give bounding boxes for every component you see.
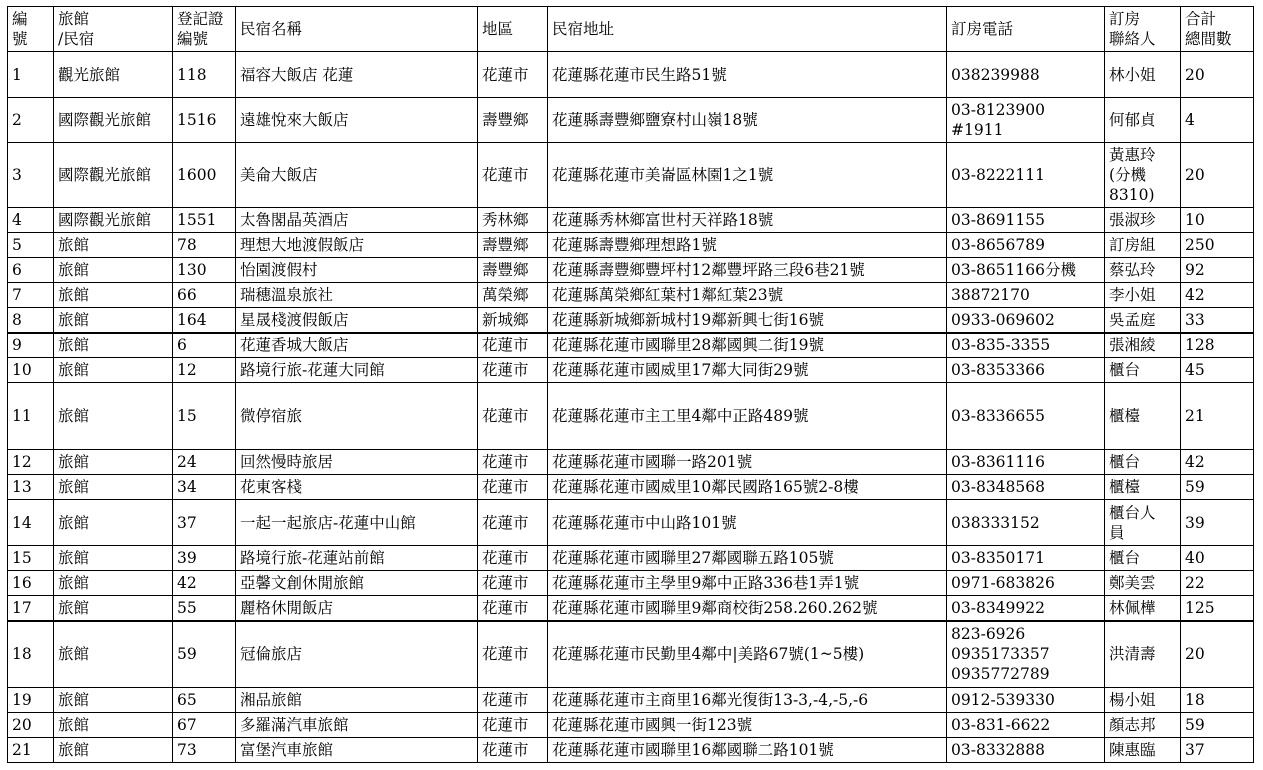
area-cell: 花蓮市	[478, 333, 548, 358]
name-cell: 回然慢時旅居	[236, 450, 478, 475]
row-number-cell: 8	[8, 308, 54, 333]
license-number-cell: 12	[173, 358, 236, 383]
type-cell: 旅館	[54, 713, 173, 738]
row-number-cell: 10	[8, 358, 54, 383]
address-cell: 花蓮縣壽豐鄉鹽寮村山嶺18號	[548, 98, 947, 143]
address-cell: 花蓮縣花蓮市主學里9鄰中正路336巷1弄1號	[548, 571, 947, 596]
area-cell: 花蓮市	[478, 688, 548, 713]
phone-cell: 03-8691155	[947, 208, 1105, 233]
room-count-cell: 18	[1181, 688, 1254, 713]
room-count-cell: 42	[1181, 450, 1254, 475]
type-cell: 旅館	[54, 383, 173, 450]
contact-cell: 蔡弘玲	[1105, 258, 1181, 283]
room-count-cell: 59	[1181, 475, 1254, 500]
type-cell: 旅館	[54, 571, 173, 596]
name-cell: 富堡汽車旅館	[236, 738, 478, 763]
phone-cell: 03-831-6622	[947, 713, 1105, 738]
area-cell: 壽豐鄉	[478, 233, 548, 258]
name-cell: 冠倫旅店	[236, 621, 478, 688]
table-row	[8, 500, 1254, 546]
contact-cell: 櫃台人 員	[1105, 500, 1181, 546]
contact-cell: 黃惠玲 (分機 8310)	[1105, 143, 1181, 208]
address-cell: 花蓮縣壽豐鄉理想路1號	[548, 233, 947, 258]
header-cell: 旅館 /民宿	[54, 7, 173, 52]
room-count-cell: 10	[1181, 208, 1254, 233]
contact-cell: 顏志邦	[1105, 713, 1181, 738]
name-cell: 花東客棧	[236, 475, 478, 500]
room-count-cell: 59	[1181, 713, 1254, 738]
name-cell: 理想大地渡假飯店	[236, 233, 478, 258]
name-cell: 麗格休閒飯店	[236, 596, 478, 621]
contact-cell: 櫃檯	[1105, 475, 1181, 500]
license-number-cell: 66	[173, 283, 236, 308]
contact-cell: 鄭美雲	[1105, 571, 1181, 596]
license-number-cell: 1516	[173, 98, 236, 143]
phone-cell: 03-8353366	[947, 358, 1105, 383]
type-cell: 國際觀光旅館	[54, 143, 173, 208]
row-number-cell: 1	[8, 52, 54, 98]
row-number-cell: 15	[8, 546, 54, 571]
address-cell: 花蓮縣花蓮市主商里16鄰光復街13-3,-4,-5,-6	[548, 688, 947, 713]
name-cell: 亞馨文創休閒旅館	[236, 571, 478, 596]
license-number-cell: 6	[173, 333, 236, 358]
contact-cell: 陳惠臨	[1105, 738, 1181, 763]
name-cell: 美侖大飯店	[236, 143, 478, 208]
phone-cell: 03-8651166分機	[947, 258, 1105, 283]
type-cell: 旅館	[54, 738, 173, 763]
license-number-cell: 118	[173, 52, 236, 98]
address-cell: 花蓮縣花蓮市國聯里27鄰國聯五路105號	[548, 546, 947, 571]
header-cell: 編 號	[8, 7, 54, 52]
lodging-table	[7, 6, 1254, 763]
table-row	[8, 333, 1254, 358]
row-number-cell: 18	[8, 621, 54, 688]
phone-cell: 0933-069602	[947, 308, 1105, 333]
table-row	[8, 713, 1254, 738]
area-cell: 花蓮市	[478, 621, 548, 688]
name-cell: 多羅滿汽車旅館	[236, 713, 478, 738]
header-cell: 訂房 聯絡人	[1105, 7, 1181, 52]
contact-cell: 洪清壽	[1105, 621, 1181, 688]
room-count-cell: 250	[1181, 233, 1254, 258]
area-cell: 花蓮市	[478, 383, 548, 450]
room-count-cell: 21	[1181, 383, 1254, 450]
license-number-cell: 24	[173, 450, 236, 475]
header-cell: 訂房電話	[947, 7, 1105, 52]
name-cell: 太魯閣晶英酒店	[236, 208, 478, 233]
name-cell: 一起一起旅店-花蓮中山館	[236, 500, 478, 546]
room-count-cell: 42	[1181, 283, 1254, 308]
area-cell: 萬榮鄉	[478, 283, 548, 308]
room-count-cell: 4	[1181, 98, 1254, 143]
type-cell: 旅館	[54, 688, 173, 713]
phone-cell: 03-8656789	[947, 233, 1105, 258]
row-number-cell: 21	[8, 738, 54, 763]
contact-cell: 林佩樺	[1105, 596, 1181, 621]
header-cell: 登記證 編號	[173, 7, 236, 52]
license-number-cell: 15	[173, 383, 236, 450]
contact-cell: 櫃檯	[1105, 383, 1181, 450]
row-number-cell: 3	[8, 143, 54, 208]
address-cell: 花蓮縣花蓮市民勤里4鄰中|美路67號(1~5樓)	[548, 621, 947, 688]
address-cell: 花蓮縣花蓮市國興一街123號	[548, 713, 947, 738]
row-number-cell: 9	[8, 333, 54, 358]
row-number-cell: 7	[8, 283, 54, 308]
phone-cell: 038333152	[947, 500, 1105, 546]
table-row	[8, 546, 1254, 571]
room-count-cell: 92	[1181, 258, 1254, 283]
name-cell: 路境行旅-花蓮站前館	[236, 546, 478, 571]
table-row	[8, 475, 1254, 500]
row-number-cell: 5	[8, 233, 54, 258]
address-cell: 花蓮縣花蓮市國聯一路201號	[548, 450, 947, 475]
type-cell: 旅館	[54, 621, 173, 688]
type-cell: 旅館	[54, 500, 173, 546]
row-number-cell: 11	[8, 383, 54, 450]
license-number-cell: 164	[173, 308, 236, 333]
area-cell: 花蓮市	[478, 596, 548, 621]
license-number-cell: 59	[173, 621, 236, 688]
type-cell: 旅館	[54, 333, 173, 358]
license-number-cell: 1551	[173, 208, 236, 233]
license-number-cell: 55	[173, 596, 236, 621]
phone-cell: 03-8123900 #1911	[947, 98, 1105, 143]
address-cell: 花蓮縣花蓮市國聯里9鄰商校街258.260.262號	[548, 596, 947, 621]
contact-cell: 張湘綾	[1105, 333, 1181, 358]
row-number-cell: 17	[8, 596, 54, 621]
contact-cell: 櫃台	[1105, 546, 1181, 571]
room-count-cell: 40	[1181, 546, 1254, 571]
address-cell: 花蓮縣新城鄉新城村19鄰新興七街16號	[548, 308, 947, 333]
area-cell: 秀林鄉	[478, 208, 548, 233]
room-count-cell: 22	[1181, 571, 1254, 596]
phone-cell: 038239988	[947, 52, 1105, 98]
room-count-cell: 125	[1181, 596, 1254, 621]
type-cell: 旅館	[54, 475, 173, 500]
address-cell: 花蓮縣花蓮市美崙區林園1之1號	[548, 143, 947, 208]
contact-cell: 櫃台	[1105, 450, 1181, 475]
row-number-cell: 19	[8, 688, 54, 713]
name-cell: 怡園渡假村	[236, 258, 478, 283]
table-row	[8, 143, 1254, 208]
name-cell: 湘品旅館	[236, 688, 478, 713]
row-number-cell: 2	[8, 98, 54, 143]
room-count-cell: 37	[1181, 738, 1254, 763]
address-cell: 花蓮縣萬榮鄉紅葉村1鄰紅葉23號	[548, 283, 947, 308]
contact-cell: 訂房組	[1105, 233, 1181, 258]
row-number-cell: 16	[8, 571, 54, 596]
table-row	[8, 208, 1254, 233]
table-row	[8, 450, 1254, 475]
license-number-cell: 37	[173, 500, 236, 546]
table-row	[8, 688, 1254, 713]
address-cell: 花蓮縣秀林鄉富世村天祥路18號	[548, 208, 947, 233]
area-cell: 花蓮市	[478, 500, 548, 546]
address-cell: 花蓮縣花蓮市民生路51號	[548, 52, 947, 98]
name-cell: 星晟棧渡假飯店	[236, 308, 478, 333]
type-cell: 旅館	[54, 308, 173, 333]
license-number-cell: 73	[173, 738, 236, 763]
table-row	[8, 383, 1254, 450]
address-cell: 花蓮縣花蓮市國威里17鄰大同街29號	[548, 358, 947, 383]
table-row	[8, 621, 1254, 688]
type-cell: 觀光旅館	[54, 52, 173, 98]
contact-cell: 櫃台	[1105, 358, 1181, 383]
table-row	[8, 358, 1254, 383]
header-cell: 民宿地址	[548, 7, 947, 52]
contact-cell: 李小姐	[1105, 283, 1181, 308]
phone-cell: 38872170	[947, 283, 1105, 308]
contact-cell: 吳孟庭	[1105, 308, 1181, 333]
area-cell: 花蓮市	[478, 546, 548, 571]
type-cell: 國際觀光旅館	[54, 208, 173, 233]
area-cell: 壽豐鄉	[478, 258, 548, 283]
room-count-cell: 39	[1181, 500, 1254, 546]
area-cell: 花蓮市	[478, 571, 548, 596]
area-cell: 花蓮市	[478, 713, 548, 738]
area-cell: 花蓮市	[478, 475, 548, 500]
address-cell: 花蓮縣壽豐鄉豐坪村12鄰豐坪路三段6巷21號	[548, 258, 947, 283]
room-count-cell: 20	[1181, 621, 1254, 688]
type-cell: 國際觀光旅館	[54, 98, 173, 143]
room-count-cell: 33	[1181, 308, 1254, 333]
table-row	[8, 571, 1254, 596]
phone-cell: 03-8348568	[947, 475, 1105, 500]
area-cell: 花蓮市	[478, 358, 548, 383]
name-cell: 路境行旅-花蓮大同館	[236, 358, 478, 383]
header-cell: 地區	[478, 7, 548, 52]
license-number-cell: 67	[173, 713, 236, 738]
header-row	[8, 7, 1254, 52]
type-cell: 旅館	[54, 546, 173, 571]
type-cell: 旅館	[54, 283, 173, 308]
row-number-cell: 12	[8, 450, 54, 475]
type-cell: 旅館	[54, 258, 173, 283]
address-cell: 花蓮縣花蓮市國威里10鄰民國路165號2-8樓	[548, 475, 947, 500]
row-number-cell: 20	[8, 713, 54, 738]
license-number-cell: 34	[173, 475, 236, 500]
contact-cell: 林小姐	[1105, 52, 1181, 98]
name-cell: 瑞穗溫泉旅社	[236, 283, 478, 308]
address-cell: 花蓮縣花蓮市主工里4鄰中正路489號	[548, 383, 947, 450]
contact-cell: 楊小姐	[1105, 688, 1181, 713]
type-cell: 旅館	[54, 596, 173, 621]
room-count-cell: 128	[1181, 333, 1254, 358]
header-cell: 民宿名稱	[236, 7, 478, 52]
address-cell: 花蓮縣花蓮市國聯里28鄰國興二街19號	[548, 333, 947, 358]
phone-cell: 03-8361116	[947, 450, 1105, 475]
contact-cell: 張淑珍	[1105, 208, 1181, 233]
license-number-cell: 1600	[173, 143, 236, 208]
table-row	[8, 52, 1254, 98]
phone-cell: 03-8349922	[947, 596, 1105, 621]
license-number-cell: 65	[173, 688, 236, 713]
license-number-cell: 42	[173, 571, 236, 596]
room-count-cell: 20	[1181, 143, 1254, 208]
phone-cell: 03-8332888	[947, 738, 1105, 763]
license-number-cell: 130	[173, 258, 236, 283]
table-row	[8, 738, 1254, 763]
table-row	[8, 308, 1254, 333]
area-cell: 花蓮市	[478, 143, 548, 208]
contact-cell: 何郁貞	[1105, 98, 1181, 143]
name-cell: 花蓮香城大飯店	[236, 333, 478, 358]
row-number-cell: 6	[8, 258, 54, 283]
phone-cell: 03-8222111	[947, 143, 1105, 208]
phone-cell: 03-835-3355	[947, 333, 1105, 358]
license-number-cell: 78	[173, 233, 236, 258]
room-count-cell: 20	[1181, 52, 1254, 98]
phone-cell: 03-8350171	[947, 546, 1105, 571]
header-cell: 合計 總間數	[1181, 7, 1254, 52]
type-cell: 旅館	[54, 358, 173, 383]
area-cell: 壽豐鄉	[478, 98, 548, 143]
row-number-cell: 14	[8, 500, 54, 546]
table-row	[8, 98, 1254, 143]
phone-cell: 03-8336655	[947, 383, 1105, 450]
room-count-cell: 45	[1181, 358, 1254, 383]
type-cell: 旅館	[54, 233, 173, 258]
row-number-cell: 4	[8, 208, 54, 233]
table-row	[8, 283, 1254, 308]
phone-cell: 0971-683826	[947, 571, 1105, 596]
name-cell: 微停宿旅	[236, 383, 478, 450]
area-cell: 花蓮市	[478, 738, 548, 763]
area-cell: 新城鄉	[478, 308, 548, 333]
row-number-cell: 13	[8, 475, 54, 500]
table-row	[8, 258, 1254, 283]
address-cell: 花蓮縣花蓮市國聯里16鄰國聯二路101號	[548, 738, 947, 763]
type-cell: 旅館	[54, 450, 173, 475]
name-cell: 福容大飯店 花蓮	[236, 52, 478, 98]
phone-cell: 823-6926 0935173357 0935772789	[947, 621, 1105, 688]
address-cell: 花蓮縣花蓮市中山路101號	[548, 500, 947, 546]
area-cell: 花蓮市	[478, 52, 548, 98]
area-cell: 花蓮市	[478, 450, 548, 475]
license-number-cell: 39	[173, 546, 236, 571]
phone-cell: 0912-539330	[947, 688, 1105, 713]
name-cell: 遠雄悅來大飯店	[236, 98, 478, 143]
table-row	[8, 233, 1254, 258]
table-row	[8, 596, 1254, 621]
